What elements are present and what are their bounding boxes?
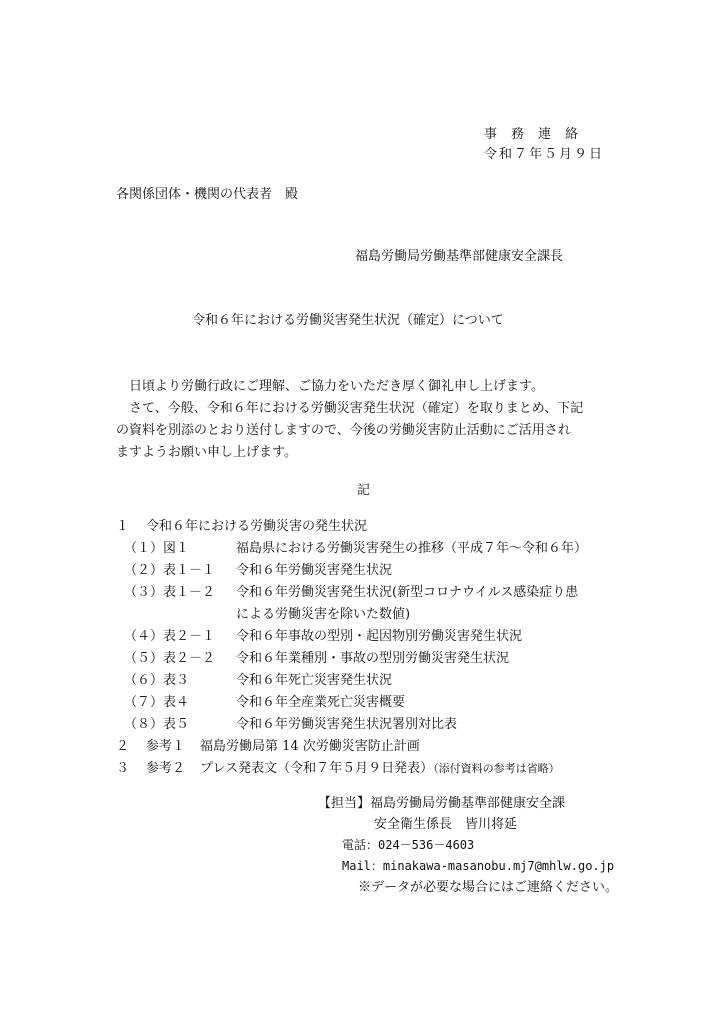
body-paragraph-2-line-3: ますようお願い申し上げます。 bbox=[116, 445, 297, 460]
body-paragraph-2-line-1: さて、今般、令和６年における労働災害発生状況（確定）を取りまとめ、下記 bbox=[129, 401, 584, 416]
item-label: （８）表５ bbox=[124, 717, 190, 732]
list-item bbox=[116, 626, 636, 648]
item-desc: 令和６年労働災害発生状況署別対比表 bbox=[236, 717, 458, 732]
reference-desc: プレス発表文（令和７年５月９日発表）（添付資料の参考は省略） bbox=[200, 761, 560, 776]
item-desc: 令和６年労働災害発生状況(新型コロナウイルス感染症り患 bbox=[236, 585, 579, 600]
subject: 令和６年における労働災害発生状況（確定）について bbox=[192, 313, 504, 328]
section-number: １ bbox=[116, 519, 130, 534]
item-label: （３）表１－２ bbox=[124, 585, 216, 600]
list-item bbox=[116, 538, 636, 560]
document-type: 事務連絡 bbox=[484, 127, 593, 142]
list-item bbox=[116, 560, 636, 582]
item-desc: 令和６年全産業死亡災害概要 bbox=[236, 695, 406, 710]
section-2-row bbox=[116, 736, 636, 758]
contact-person: 安全衛生係長 皆川将延 bbox=[374, 817, 518, 832]
contact-note: ※データが必要な場合にはご連絡ください。 bbox=[358, 880, 619, 895]
list-item bbox=[116, 692, 636, 714]
section-number: ３ bbox=[116, 761, 130, 776]
item-label: （６）表３ bbox=[124, 673, 190, 688]
item-desc: 令和６年死亡災害発生状況 bbox=[236, 673, 393, 688]
body-text bbox=[116, 376, 616, 464]
list-item bbox=[116, 670, 636, 692]
body-paragraph-1: 日頃より労働行政にご理解、ご協力をいただき厚く御礼申し上げます。 bbox=[129, 379, 544, 394]
item-label: （５）表２－２ bbox=[124, 651, 216, 666]
ki-heading: 記 bbox=[357, 483, 371, 498]
item-desc: 福島県における労働災害発生の推移（平成７年～令和６年） bbox=[236, 541, 588, 556]
contact-mail: Mail：minakawa-masanobu.mj7@mhlw.go.jp bbox=[342, 859, 615, 873]
item-label: （２）表１－１ bbox=[124, 563, 216, 578]
section-title: 令和６年における労働災害の発生状況 bbox=[146, 519, 368, 534]
list-item-continuation bbox=[116, 604, 636, 626]
contact-block bbox=[318, 793, 638, 898]
item-desc: 令和６年事故の型別・起因物別労働災害発生状況 bbox=[236, 629, 523, 644]
reference-desc: 福島労働局第 14 次労働災害防止計画 bbox=[200, 739, 420, 754]
item-label: （１）図１ bbox=[124, 541, 190, 556]
section-number: ２ bbox=[116, 739, 130, 754]
section-3-row bbox=[116, 758, 636, 780]
item-desc: 令和６年労働災害発生状況 bbox=[236, 563, 393, 578]
recipient: 各関係団体・機関の代表者 殿 bbox=[116, 187, 299, 202]
reference-label: 参考１ bbox=[146, 739, 186, 754]
attachment-list bbox=[116, 516, 636, 780]
sender: 福島労働局労働基準部健康安全課長 bbox=[355, 249, 564, 264]
list-item bbox=[116, 714, 636, 736]
item-label: （７）表４ bbox=[124, 695, 190, 710]
reference-note: （添付資料の参考は省略） bbox=[433, 762, 560, 775]
list-item bbox=[116, 582, 636, 604]
section-1-heading bbox=[116, 516, 636, 538]
list-item bbox=[116, 648, 636, 670]
document-date: 令和７年５月９日 bbox=[484, 147, 605, 162]
body-paragraph-2-line-2: の資料を別添のとおり送付しますので、今後の労働災害防止活動にご活用され bbox=[116, 423, 571, 438]
reference-label: 参考２ bbox=[146, 761, 186, 776]
item-desc: による労働災害を除いた数値) bbox=[236, 607, 411, 622]
item-label: （４）表２－１ bbox=[124, 629, 216, 644]
contact-phone: 電話：024－536－4603 bbox=[342, 838, 475, 852]
contact-charge: 【担当】福島労働局労働基準部健康安全課 bbox=[318, 796, 566, 811]
item-desc: 令和６年業種別・事故の型別労働災害発生状況 bbox=[236, 651, 510, 666]
